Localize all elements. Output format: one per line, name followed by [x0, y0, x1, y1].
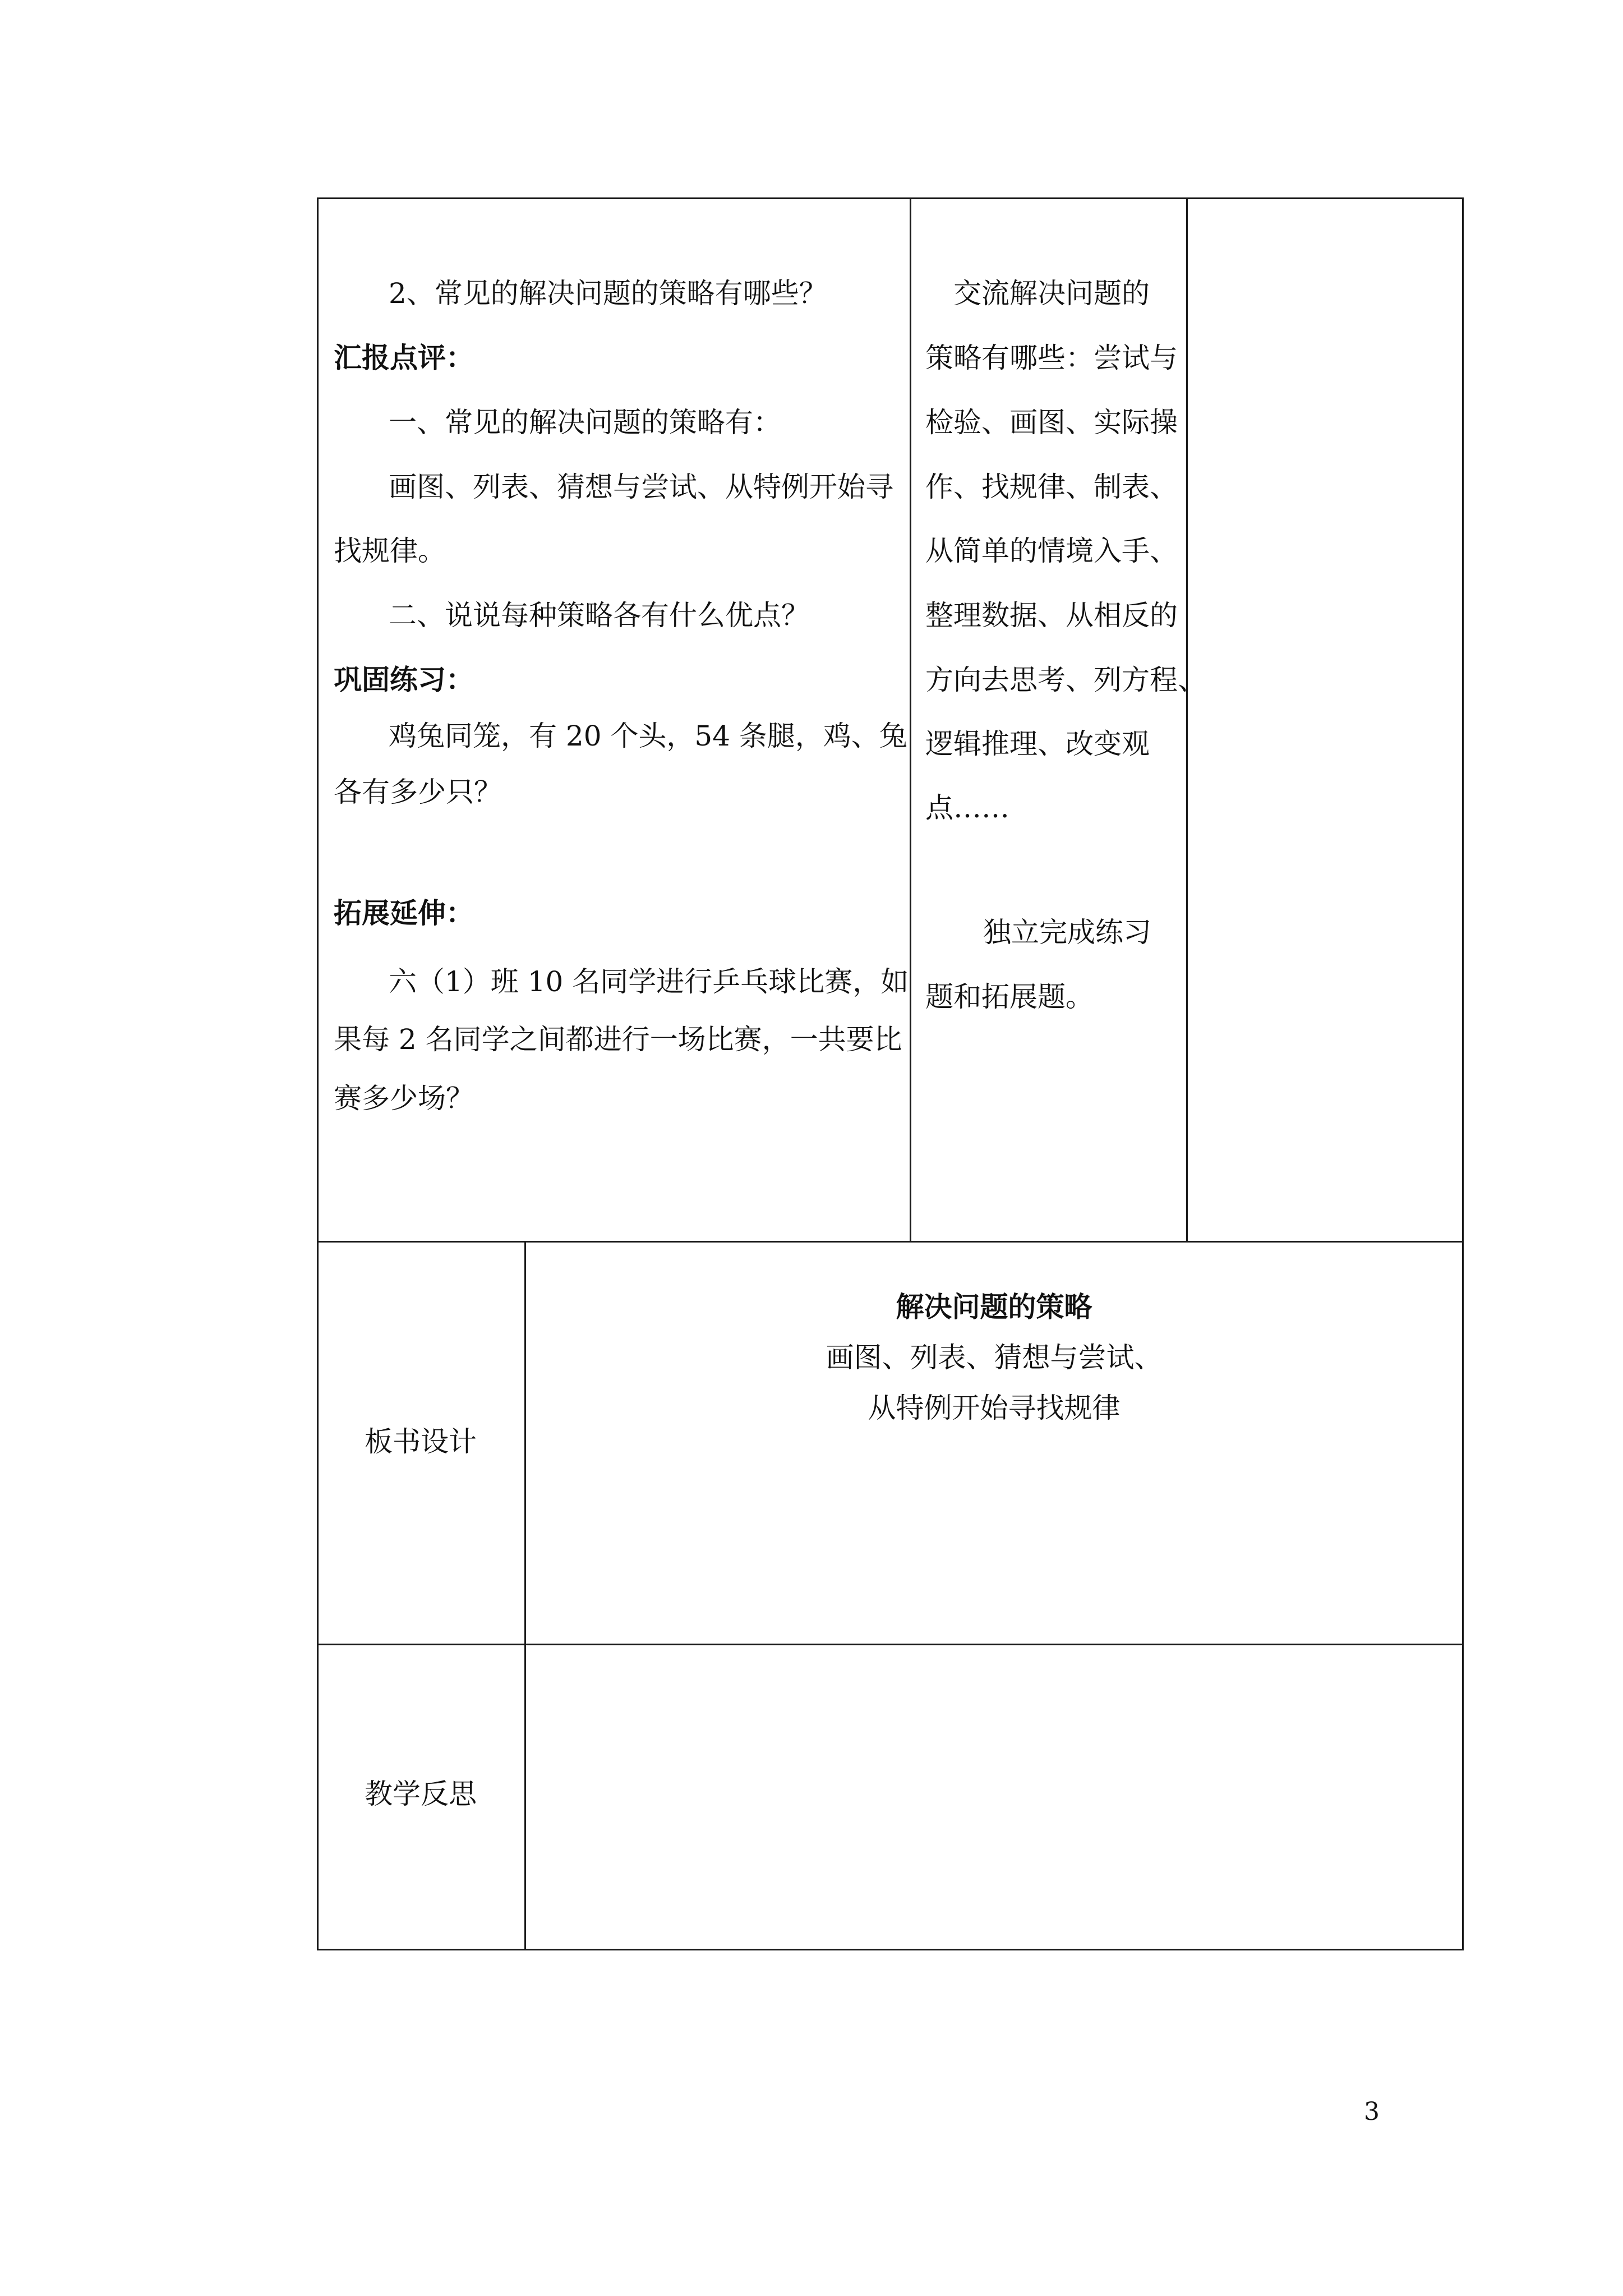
column-divider-student	[1186, 197, 1188, 1243]
practice-heading: 巩固练习：	[334, 663, 474, 696]
student-line: 作、找规律、制表、	[925, 471, 1178, 503]
page-number: 3	[1364, 2097, 1380, 2126]
column-divider-teacher	[910, 197, 911, 1243]
report-heading: 汇报点评：	[334, 341, 474, 374]
question-2: 2、常见的解决问题的策略有哪些？	[389, 277, 827, 310]
table-row-divider-2	[317, 1644, 1464, 1645]
student-line: 点……	[925, 792, 1009, 824]
strategies-line-2: 找规律。	[334, 535, 446, 567]
student-line: 整理数据、从相反的	[925, 599, 1178, 632]
table-row-divider-1	[317, 1241, 1464, 1243]
practice-line-1: 鸡兔同笼，有 20 个头，54 条腿，鸡、兔	[389, 720, 907, 752]
extension-line-1: 六（1）班 10 名同学进行乒乓球比赛，如	[389, 965, 909, 998]
advantages-question: 二、说说每种策略各有什么优点？	[389, 599, 809, 632]
student-line: 检验、画图、实际操	[925, 406, 1178, 439]
student-line: 策略有哪些：尝试与	[925, 342, 1178, 374]
student-line: 逻辑推理、改变观	[925, 728, 1150, 760]
board-design-line-2: 从特例开始寻找规律	[868, 1392, 1121, 1424]
reflection-label: 教学反思	[365, 1778, 477, 1810]
practice-line-2: 各有多少只？	[334, 776, 502, 808]
extension-line-3: 赛多少场？	[334, 1082, 474, 1115]
board-design-line-1: 画图、列表、猜想与尝试、	[826, 1341, 1163, 1374]
extension-line-2: 果每 2 名同学之间都进行一场比赛，一共要比	[334, 1023, 902, 1056]
extension-heading: 拓展延伸：	[334, 896, 474, 930]
table-border-right	[1462, 197, 1464, 1950]
board-design-label: 板书设计	[365, 1425, 477, 1458]
student-practice-line-1: 独立完成练习	[983, 916, 1151, 949]
student-practice-line-2: 题和拓展题。	[925, 981, 1094, 1013]
table-border-bottom	[317, 1949, 1464, 1950]
table-border-top	[317, 197, 1464, 199]
board-design-title: 解决问题的策略	[896, 1290, 1092, 1323]
student-line: 交流解决问题的	[953, 277, 1150, 310]
strategies-line-1: 画图、列表、猜想与尝试、从特例开始寻	[389, 471, 893, 503]
student-line: 从简单的情境入手、	[925, 535, 1178, 567]
student-line: 方向去思考、列方程、	[925, 664, 1206, 696]
table-border-left	[317, 197, 319, 1950]
strategies-intro: 一、常见的解决问题的策略有：	[389, 406, 781, 439]
